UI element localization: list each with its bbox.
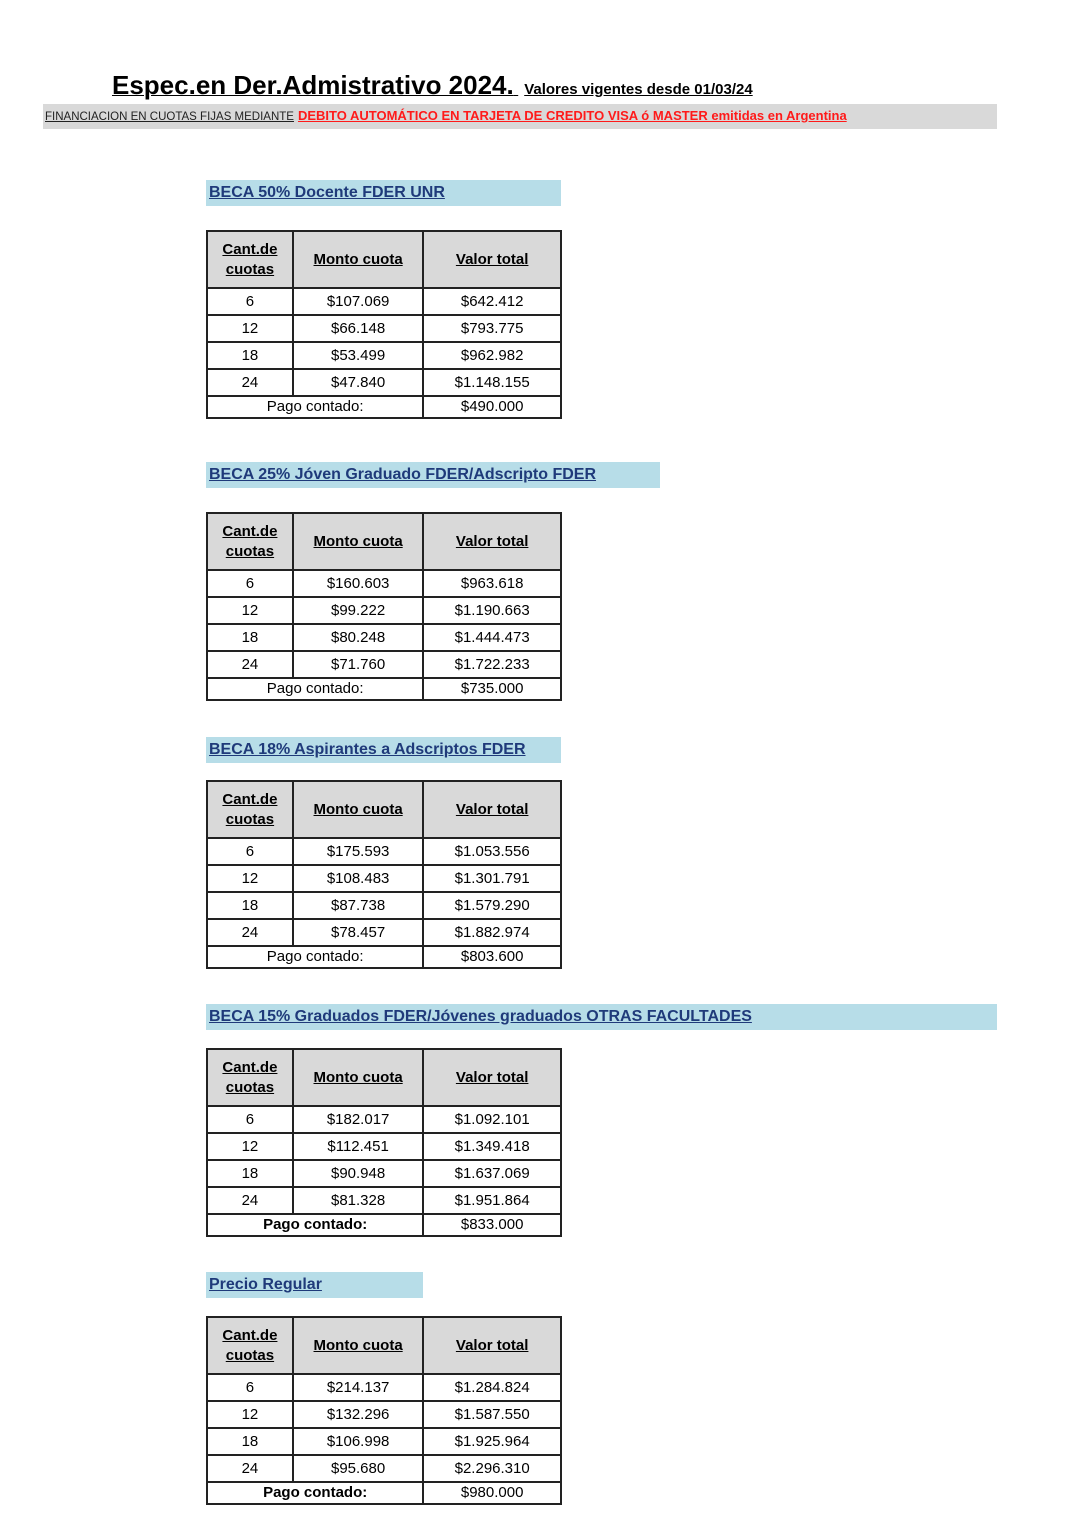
cell-amount: $47.840 xyxy=(293,369,423,396)
cash-payment-row xyxy=(207,946,561,968)
cell-total: $793.775 xyxy=(423,315,561,342)
cell-amount: $66.148 xyxy=(293,315,423,342)
cell-total: $1.301.791 xyxy=(423,865,561,892)
col-header-qty: Cant.de cuotas xyxy=(207,231,293,288)
col-header-qty: Cant.de cuotas xyxy=(207,1317,293,1374)
table-row xyxy=(207,865,561,892)
table-row xyxy=(207,1133,561,1160)
cell-qty: 12 xyxy=(207,315,293,342)
col-header-amount: Monto cuota xyxy=(293,1317,423,1374)
table-row xyxy=(207,288,561,315)
cell-total: $1.637.069 xyxy=(423,1160,561,1187)
cell-total: $1.092.101 xyxy=(423,1106,561,1133)
section-header-beca-50 xyxy=(206,180,561,206)
cell-amount: $53.499 xyxy=(293,342,423,369)
cell-total: $1.587.550 xyxy=(423,1401,561,1428)
cash-payment-value: $735.000 xyxy=(423,678,561,700)
cash-payment-label: Pago contado: xyxy=(207,1482,423,1504)
cell-total: $1.053.556 xyxy=(423,838,561,865)
cell-qty: 12 xyxy=(207,865,293,892)
section-title: Precio Regular xyxy=(209,1276,322,1293)
table-row xyxy=(207,1160,561,1187)
cell-qty: 6 xyxy=(207,1374,293,1401)
cell-total: $642.412 xyxy=(423,288,561,315)
cell-qty: 18 xyxy=(207,342,293,369)
table-row xyxy=(207,597,561,624)
cash-payment-value: $833.000 xyxy=(423,1214,561,1236)
table-row xyxy=(207,1106,561,1133)
cell-amount: $108.483 xyxy=(293,865,423,892)
table-row xyxy=(207,624,561,651)
cell-qty: 24 xyxy=(207,369,293,396)
table-row xyxy=(207,1455,561,1482)
cell-total: $1.722.233 xyxy=(423,651,561,678)
cell-amount: $132.296 xyxy=(293,1401,423,1428)
cell-qty: 6 xyxy=(207,570,293,597)
table-row xyxy=(207,1428,561,1455)
financing-highlight: DEBITO AUTOMÁTICO EN TARJETA DE CREDITO VISA ó MASTER emitidas en Argentina xyxy=(297,108,847,123)
cell-amount: $78.457 xyxy=(293,919,423,946)
cell-amount: $175.593 xyxy=(293,838,423,865)
cell-amount: $87.738 xyxy=(293,892,423,919)
cell-qty: 24 xyxy=(207,919,293,946)
col-header-qty: Cant.de cuotas xyxy=(207,781,293,838)
installments-table-beca-18 xyxy=(206,780,562,969)
cell-amount: $214.137 xyxy=(293,1374,423,1401)
section-title: BECA 18% Aspirantes a Adscriptos FDER xyxy=(209,741,526,758)
col-header-qty: Cant.de cuotas xyxy=(207,513,293,570)
table-row xyxy=(207,651,561,678)
cell-total: $963.618 xyxy=(423,570,561,597)
section-title: BECA 15% Graduados FDER/Jóvenes graduados OTRAS FACULTADES xyxy=(209,1008,752,1025)
table-row xyxy=(207,1374,561,1401)
cell-amount: $80.248 xyxy=(293,624,423,651)
cell-amount: $90.948 xyxy=(293,1160,423,1187)
cell-qty: 6 xyxy=(207,838,293,865)
cell-total: $2.296.310 xyxy=(423,1455,561,1482)
cell-total: $1.579.290 xyxy=(423,892,561,919)
cell-total: $1.349.418 xyxy=(423,1133,561,1160)
col-header-total: Valor total xyxy=(423,513,561,570)
cash-payment-value: $490.000 xyxy=(423,396,561,418)
cell-qty: 24 xyxy=(207,1187,293,1214)
cell-qty: 24 xyxy=(207,1455,293,1482)
cell-amount: $99.222 xyxy=(293,597,423,624)
cell-amount: $95.680 xyxy=(293,1455,423,1482)
table-row xyxy=(207,892,561,919)
title-main: Espec.en Der.Admistrativo 2024. xyxy=(112,70,514,100)
cash-payment-value: $980.000 xyxy=(423,1482,561,1504)
table-header-row xyxy=(207,781,561,838)
cell-total: $1.951.864 xyxy=(423,1187,561,1214)
cell-qty: 18 xyxy=(207,624,293,651)
cell-amount: $160.603 xyxy=(293,570,423,597)
table-header-row xyxy=(207,1317,561,1374)
col-header-amount: Monto cuota xyxy=(293,513,423,570)
cell-qty: 18 xyxy=(207,892,293,919)
cell-total: $1.925.964 xyxy=(423,1428,561,1455)
installments-table-beca-15 xyxy=(206,1048,562,1237)
installments-table-regular-price xyxy=(206,1316,562,1505)
cell-total: $1.148.155 xyxy=(423,369,561,396)
col-header-total: Valor total xyxy=(423,1049,561,1106)
cell-total: $962.982 xyxy=(423,342,561,369)
table-header-row xyxy=(207,231,561,288)
cash-payment-value: $803.600 xyxy=(423,946,561,968)
cell-amount: $71.760 xyxy=(293,651,423,678)
cell-amount: $112.451 xyxy=(293,1133,423,1160)
cell-total: $1.284.824 xyxy=(423,1374,561,1401)
cell-qty: 18 xyxy=(207,1428,293,1455)
cell-qty: 6 xyxy=(207,1106,293,1133)
cell-qty: 6 xyxy=(207,288,293,315)
cash-payment-row xyxy=(207,678,561,700)
cell-qty: 18 xyxy=(207,1160,293,1187)
table-row xyxy=(207,369,561,396)
cell-amount: $107.069 xyxy=(293,288,423,315)
cash-payment-label: Pago contado: xyxy=(207,396,423,418)
cash-payment-row xyxy=(207,1214,561,1236)
cash-payment-row xyxy=(207,396,561,418)
section-header-regular-price xyxy=(206,1272,423,1298)
cell-amount: $182.017 xyxy=(293,1106,423,1133)
installments-table-beca-50 xyxy=(206,230,562,419)
section-header-beca-25 xyxy=(206,462,660,488)
cell-total: $1.444.473 xyxy=(423,624,561,651)
table-row xyxy=(207,919,561,946)
installments-table-beca-25 xyxy=(206,512,562,701)
cell-qty: 24 xyxy=(207,651,293,678)
financing-prefix: FINANCIACION EN CUOTAS FIJAS MEDIANTE xyxy=(45,111,294,123)
cash-payment-row xyxy=(207,1482,561,1504)
table-row xyxy=(207,838,561,865)
table-header-row xyxy=(207,1049,561,1106)
col-header-qty: Cant.de cuotas xyxy=(207,1049,293,1106)
financing-banner xyxy=(43,104,997,129)
table-row xyxy=(207,315,561,342)
col-header-amount: Monto cuota xyxy=(293,781,423,838)
section-title: BECA 25% Jóven Graduado FDER/Adscripto FDER xyxy=(209,466,597,483)
cell-total: $1.190.663 xyxy=(423,597,561,624)
cell-qty: 12 xyxy=(207,597,293,624)
cash-payment-label: Pago contado: xyxy=(207,1214,423,1236)
table-row xyxy=(207,1187,561,1214)
col-header-total: Valor total xyxy=(423,781,561,838)
col-header-total: Valor total xyxy=(423,231,561,288)
title-valid-date: Valores vigentes desde 01/03/24 xyxy=(524,81,753,98)
section-header-beca-18 xyxy=(206,737,561,763)
cell-amount: $106.998 xyxy=(293,1428,423,1455)
col-header-amount: Monto cuota xyxy=(293,1049,423,1106)
col-header-amount: Monto cuota xyxy=(293,231,423,288)
col-header-total: Valor total xyxy=(423,1317,561,1374)
cell-amount: $81.328 xyxy=(293,1187,423,1214)
section-header-beca-15 xyxy=(206,1004,997,1030)
table-header-row xyxy=(207,513,561,570)
cell-qty: 12 xyxy=(207,1133,293,1160)
section-title: BECA 50% Docente FDER UNR xyxy=(209,184,445,201)
table-row xyxy=(207,570,561,597)
table-row xyxy=(207,342,561,369)
document-title xyxy=(112,70,753,101)
cell-total: $1.882.974 xyxy=(423,919,561,946)
cash-payment-label: Pago contado: xyxy=(207,678,423,700)
cash-payment-label: Pago contado: xyxy=(207,946,423,968)
cell-qty: 12 xyxy=(207,1401,293,1428)
table-row xyxy=(207,1401,561,1428)
